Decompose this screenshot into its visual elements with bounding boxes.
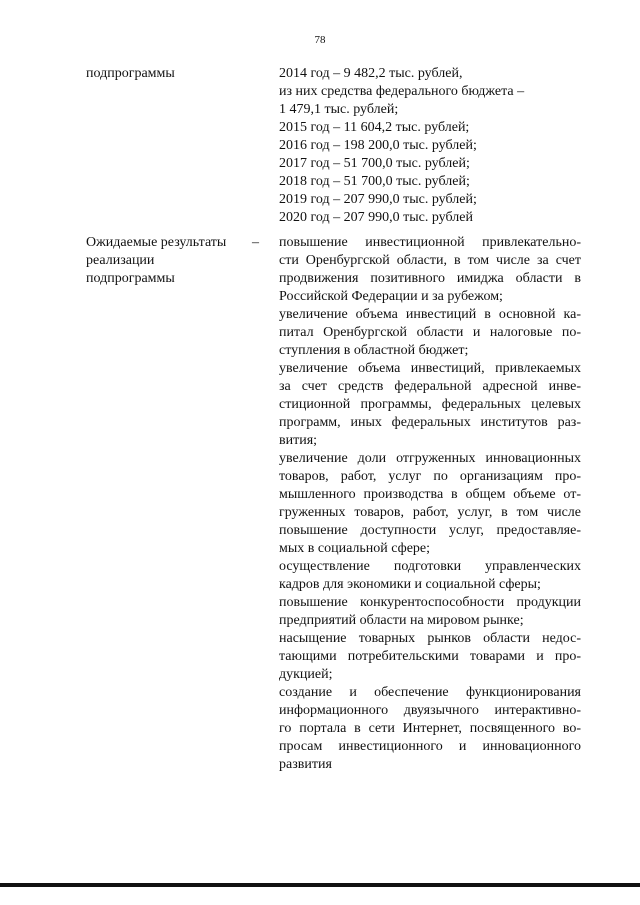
financing-values (279, 65, 581, 227)
results-line: увеличение объема инвестиций в основной ка- (279, 307, 581, 322)
results-label-line: подпрограммы (86, 271, 175, 286)
financing-line: 1 479,1 тыс. рублей; (279, 102, 399, 117)
page-number: 78 (314, 34, 326, 46)
results-line: продвижения позитивного имиджа области в (279, 271, 581, 286)
results-dash: – (252, 235, 259, 250)
results-line: дукцией; (279, 667, 333, 682)
results-line: увеличение объема инвестиций, привлекаемых (279, 361, 581, 376)
results-line: Российской Федерации и за рубежом; (279, 289, 503, 304)
results-line: кадров для экономики и социальной сферы; (279, 577, 541, 592)
results-line: программ, иных федеральных институтов раз- (279, 415, 581, 430)
results-line: ступления в областной бюджет; (279, 343, 469, 358)
results-line: просам инвестиционного и инновационного (279, 739, 581, 754)
results-text (279, 234, 581, 774)
financing-line: 2015 год – 11 604,2 тыс. рублей; (279, 120, 470, 135)
financing-line: 2019 год – 207 990,0 тыс. рублей; (279, 192, 477, 207)
financing-label: подпрограммы (86, 66, 175, 81)
results-line: тающими потребительскими товарами и про- (279, 649, 581, 664)
results-line: создание и обеспечение функционирования (279, 685, 581, 700)
results-line: осуществление подготовки управленческих (279, 559, 581, 574)
financing-line: из них средства федерального бюджета – (279, 84, 525, 99)
results-line: повышение инвестиционной привлекательно- (279, 235, 581, 250)
results-line: предприятий области на мировом рынке; (279, 613, 524, 628)
results-line: за счет средств федеральной адресной инве- (279, 379, 581, 394)
results-line: повышение конкурентоспособности продукции (279, 595, 581, 610)
results-label-line: Ожидаемые результаты (86, 235, 227, 250)
results-line: увеличение доли отгруженных инновационных (279, 451, 581, 466)
results-line: груженных товаров, работ, услуг, в том числе (279, 505, 581, 520)
results-line: сти Оренбургской области, в том числе за счет (279, 253, 581, 268)
financing-line: 2020 год – 207 990,0 тыс. рублей (279, 210, 473, 225)
financing-line: 2014 год – 9 482,2 тыс. рублей, (279, 66, 463, 81)
results-label-line: реализации (86, 253, 155, 268)
results-line: информационного двуязычного интерактивно- (279, 703, 581, 718)
results-line: стиционной программы, федеральных целевых (279, 397, 581, 412)
results-line: повышение доступности услуг, предоставляе- (279, 523, 581, 538)
results-line: питал Оренбургской области и налоговые по- (279, 325, 581, 340)
results-label (86, 234, 254, 288)
financing-line: 2016 год – 198 200,0 тыс. рублей; (279, 138, 477, 153)
results-line: развития (279, 757, 332, 772)
results-line: го портала в сети Интернет, посвященного во- (279, 721, 581, 736)
results-line: мышленного производства в общем объеме от- (279, 487, 581, 502)
results-line: вития; (279, 433, 318, 448)
financing-line: 2017 год – 51 700,0 тыс. рублей; (279, 156, 470, 171)
results-line: мых в социальной сфере; (279, 541, 431, 556)
results-line: насыщение товарных рынков области недос- (279, 631, 581, 646)
financing-line: 2018 год – 51 700,0 тыс. рублей; (279, 174, 470, 189)
results-line: товаров, работ, услуг по организациям про- (279, 469, 581, 484)
bottom-border-line (0, 883, 640, 887)
